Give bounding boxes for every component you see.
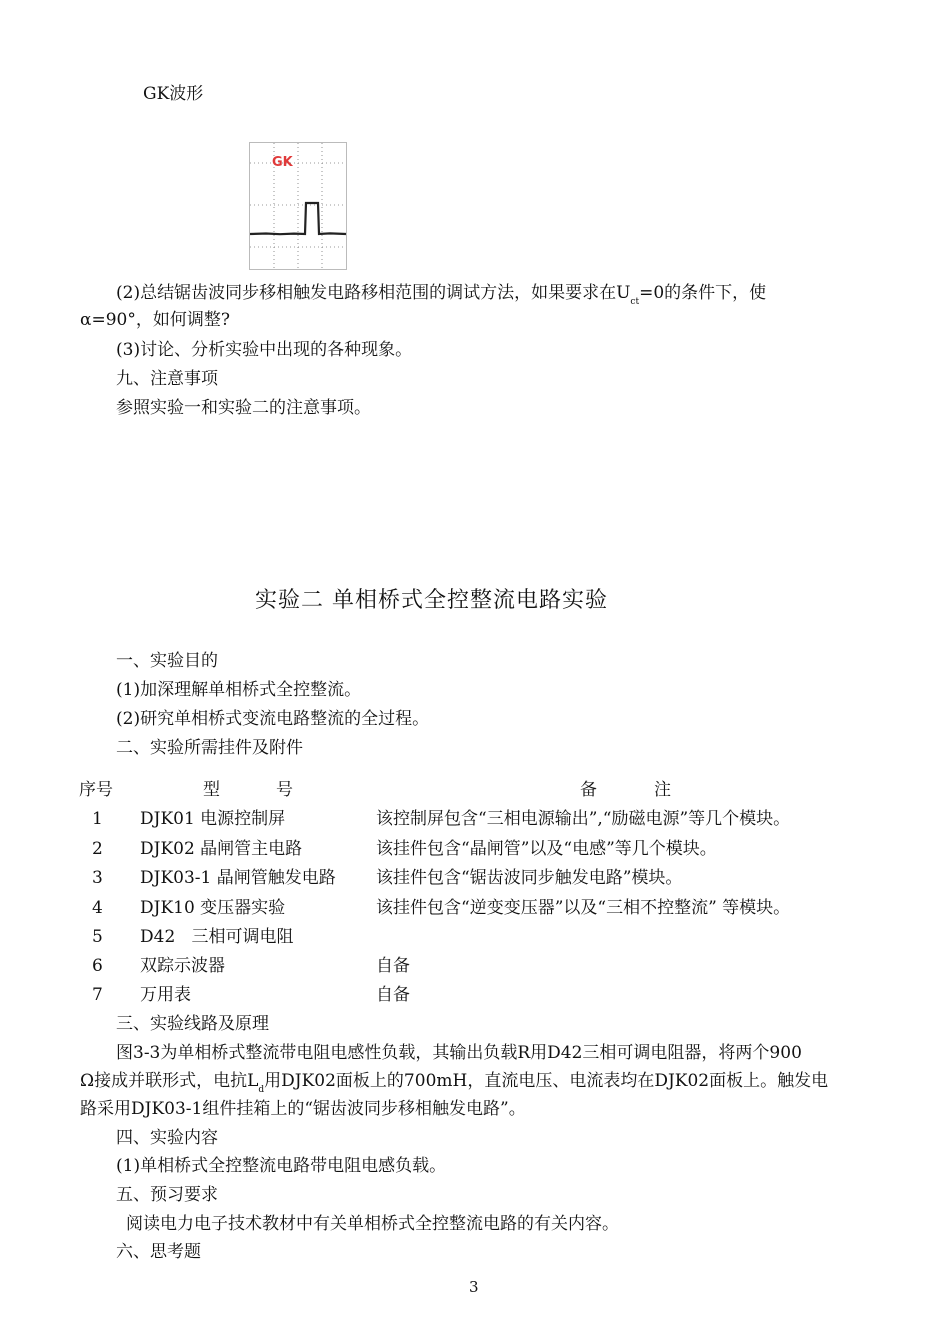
- section-3-line-1: 图3-3为单相桥式整流带电阻电感性负载，其输出负载R用D42三相可调电阻器，将两个900: [116, 1043, 802, 1063]
- gk-label: GK: [272, 155, 293, 170]
- table-row-6-no: 6: [92, 956, 103, 976]
- table-row-2-no: 2: [92, 839, 103, 859]
- section-9-heading: 九、注意事项: [116, 369, 218, 389]
- table-header-note-1: 备: [580, 780, 597, 800]
- table-row-4-model: DJK10 变压器实验: [140, 898, 286, 918]
- table-row-1-model: DJK01 电源控制屏: [140, 809, 286, 829]
- question-2-line-1: (2)总结锯齿波同步移相触发电路移相范围的调试方法，如果要求在$U_{ct}=0$的条件下，使: [116, 283, 767, 307]
- waveform-caption: GK波形: [143, 84, 204, 104]
- table-row-3-note: 该挂件包含“锯齿波同步触发电路”模块。: [376, 868, 683, 888]
- oscilloscope-screen: [250, 143, 346, 269]
- section-5-text: 阅读电力电子技术教材中有关单相桥式全控整流电路的有关内容。: [126, 1214, 619, 1234]
- table-row-7-model: 万用表: [140, 985, 191, 1005]
- table-row-7-no: 7: [92, 985, 103, 1005]
- table-row-6-note: 自备: [376, 956, 410, 976]
- section-2-heading: 二、实验所需挂件及附件: [116, 738, 303, 758]
- table-row-1-no: 1: [92, 809, 103, 829]
- section-1-item-2: (2)研究单相桥式变流电路整流的全过程。: [116, 709, 430, 729]
- section-9-text: 参照实验一和实验二的注意事项。: [116, 398, 371, 418]
- table-row-7-note: 自备: [376, 985, 410, 1005]
- table-row-3-model: DJK03-1 晶闸管触发电路: [140, 868, 336, 888]
- gk-waveform-figure: [249, 142, 347, 270]
- table-row-6-model: 双踪示波器: [140, 956, 225, 976]
- table-row-5-no: 5: [92, 927, 103, 947]
- table-header-no: 序号: [79, 780, 113, 800]
- table-header-model-2: 号: [276, 780, 293, 800]
- table-row-3-no: 3: [92, 868, 103, 888]
- section-4-item-1: (1)单相桥式全控整流电路带电阻电感负载。: [116, 1156, 447, 1176]
- section-3-line-2: Ω接成并联形式，电抗$L_d$用DJK02面板上的700mH，直流电压、电流表均在DJK02面板上。触发电: [80, 1071, 829, 1095]
- section-6-heading: 六、思考题: [116, 1242, 201, 1262]
- section-1-heading: 一、实验目的: [116, 651, 218, 671]
- table-row-1-note: 该控制屏包含“三相电源输出”,“励磁电源”等几个模块。: [376, 809, 791, 829]
- section-1-item-1: (1)加深理解单相桥式全控整流。: [116, 680, 362, 700]
- question-3: (3)讨论、分析实验中出现的各种现象。: [116, 340, 413, 360]
- section-3-heading: 三、实验线路及原理: [116, 1014, 269, 1034]
- table-row-2-note: 该挂件包含“晶闸管”以及“电感”等几个模块。: [376, 839, 717, 859]
- table-header-model-1: 型: [203, 780, 220, 800]
- section-4-heading: 四、实验内容: [116, 1128, 218, 1148]
- table-row-2-model: DJK02 晶闸管主电路: [140, 839, 303, 859]
- table-row-5-model: D42 三相可调电阻: [140, 927, 294, 947]
- table-row-4-note: 该挂件包含“逆变变压器”以及“三相不控整流” 等模块。: [376, 898, 791, 918]
- section-3-line-3: 路采用DJK03-1组件挂箱上的“锯齿波同步移相触发电路”。: [80, 1099, 526, 1119]
- page-number: 3: [469, 1278, 479, 1296]
- section-5-heading: 五、预习要求: [116, 1185, 218, 1205]
- table-row-4-no: 4: [92, 898, 103, 918]
- question-2-line-2: α=90°，如何调整?: [80, 310, 230, 330]
- experiment-title: 实验二 单相桥式全控整流电路实验: [255, 588, 608, 613]
- table-header-note-2: 注: [654, 780, 671, 800]
